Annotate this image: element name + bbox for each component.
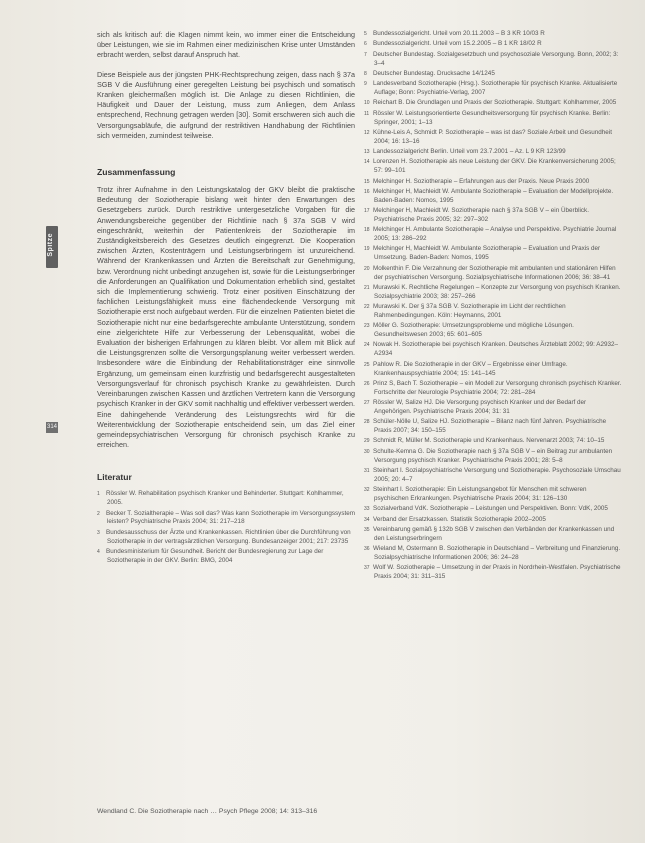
reference-item: [364, 178, 622, 187]
body-paragraph: Diese Beispiele aus der jüngsten PHK-Rechtsprechung zeigen, dass nach § 37a SGB V die Ausführung einer geregelten Leistung bei psychisch und somatisch Kranken gleichermaßen möglich ist. Die Anlage zu diesen Richtlinien, die Häufigkeit und Dauer der Leistung, muss zum Anliegen, dem Anlass entsprechend, Rechnung getragen werden [30]. Somit erschweren sich auch die Versorgungsabläufe, die aufgrund der restriktiven Handhabung der Richtlinien sich vermeiden, zumindest teilweise.: [97, 69, 355, 140]
reference-list: [364, 30, 622, 582]
reference-item: [364, 245, 622, 263]
reference-number: 9: [364, 81, 367, 88]
reference-number: 31: [364, 467, 370, 474]
reference-number: 32: [364, 487, 370, 494]
reference-text: Steinhart I. Soziotherapie: Ein Leistungsangebot für Menschen mit schweren psychischen Erkrankungen. Psychiatrische Praxis 2004; 31: 126–130: [373, 486, 587, 503]
reference-item: [364, 99, 622, 108]
reference-text: Pahlow R. Die Soziotherapie in der GKV – Ergebnisse einer Umfrage. Krankenhauspsychiatrie 2004; 15: 141–145: [373, 360, 568, 377]
reference-item: [364, 158, 622, 176]
reference-item: [364, 437, 622, 446]
page-number: 314: [46, 422, 58, 433]
reference-item: [364, 526, 622, 544]
reference-number: 8: [364, 70, 367, 77]
reference-text: Deutscher Bundestag. Drucksache 14/1245: [373, 69, 495, 77]
reference-text: Reichart B. Die Grundlagen und Praxis der Soziotherapie. Stuttgart: Kohlhammer, 2005: [373, 99, 617, 107]
reference-number: 36: [364, 546, 370, 553]
reference-text: Vereinbarung gemäß § 132b SGB V zwischen den Verbänden der Krankenkassen und den Leistungserbringern: [373, 525, 615, 542]
reference-number: 24: [364, 342, 370, 349]
reference-item: [364, 545, 622, 563]
reference-number: 22: [364, 304, 370, 311]
reference-item: [364, 284, 622, 302]
reference-item: [364, 226, 622, 244]
reference-number: 33: [364, 506, 370, 513]
reference-item: [364, 129, 622, 147]
reference-item: [364, 30, 622, 39]
reference-number: 19: [364, 246, 370, 253]
reference-number: 37: [364, 565, 370, 572]
reference-item: [364, 467, 622, 485]
reference-number: 20: [364, 265, 370, 272]
reference-number: 7: [364, 51, 367, 58]
reference-item: [364, 448, 622, 466]
reference-item: [364, 486, 622, 504]
section-tab-label: Spitze: [47, 233, 54, 257]
reference-item: [364, 80, 622, 98]
reference-number: 26: [364, 380, 370, 387]
section-tab: [46, 226, 58, 268]
reference-number: 3: [97, 529, 100, 536]
reference-number: 23: [364, 323, 370, 330]
reference-item: [97, 529, 355, 547]
reference-text: Rössler W. Leistungsorientierte Gesundheitsversorgung für psychisch Kranke. Berlin: Springer, 2001; 1–13: [373, 109, 611, 126]
reference-item: [97, 548, 355, 566]
reference-number: 16: [364, 188, 370, 195]
page-footer: Wendland C. Die Soziotherapie nach … Psych Pflege 2008; 14: 313–316: [97, 808, 318, 815]
reference-item: [364, 110, 622, 128]
reference-item: [97, 510, 355, 528]
reference-item: [364, 148, 622, 157]
reference-number: 10: [364, 100, 370, 107]
reference-item: [364, 40, 622, 49]
reference-item: [364, 505, 622, 514]
reference-number: 34: [364, 516, 370, 523]
reference-text: Rössler W, Salize HJ. Die Versorgung psychisch Kranker und der Bedarf der Angehörigen. Psychiatrische Praxis 2004; 31: 31: [373, 399, 587, 415]
reference-text: Bundesministerium für Gesundheit. Bericht der Bundesregierung zur Lage der Soziotherapie in der GKV. Berlin: BMG, 2004: [106, 547, 324, 564]
reference-text: Landessozialgericht Berlin. Urteil vom 23.7.2001 – Az. L 9 KR 123/99: [373, 148, 566, 155]
reference-text: Rössler W. Rehabilitation psychisch Kranker und Behinderter. Stuttgart: Kohlhammer, 2005.: [106, 490, 344, 507]
reference-number: 27: [364, 400, 370, 407]
reference-item: [364, 341, 622, 359]
reference-number: 6: [364, 41, 367, 48]
reference-text: Schulte-Kemna G. Die Soziotherapie nach § 37a SGB V – ein Beitrag zur ambulanten Versorgung psychisch Kranker. Psychiatrische Praxis 2001; 28: 5–8: [373, 447, 613, 464]
reference-text: Kühne-Leis A, Schmidt P. Soziotherapie – was ist das? Soziale Arbeit und Gesundheit 2004; 16: 13–16: [373, 128, 612, 145]
reference-item: [364, 322, 622, 340]
reference-number: 12: [364, 129, 370, 136]
reference-number: 14: [364, 159, 370, 166]
reference-item: [364, 51, 622, 69]
reference-text: Murawski K. Der § 37a SGB V. Soziotherapie im Licht der rechtlichen Rahmenbedingungen. Köln: Heymanns, 2001: [373, 303, 566, 319]
reference-item: [364, 418, 622, 436]
right-column: [364, 30, 622, 584]
reference-item: [364, 207, 622, 225]
literature-list: [97, 490, 355, 565]
reference-item: [364, 265, 622, 283]
reference-item: [364, 188, 622, 206]
reference-number: 29: [364, 438, 370, 445]
literature-heading: Literatur: [97, 472, 132, 483]
left-column: [97, 30, 355, 567]
reference-text: Bundesausschuss der Ärzte und Krankenkassen. Richtlinien über die Durchführung von Soziotherapie in der vertragsärztlichen Versorgung. Bundesanzeiger 2001; 217: 23735: [106, 528, 351, 545]
reference-text: Melchinger H. Soziotherapie – Erfahrungen aus der Praxis. Neue Praxis 2000: [373, 177, 590, 185]
reference-number: 30: [364, 448, 370, 455]
reference-text: Bundessozialgericht. Urteil vom 20.11.2003 – B 3 KR 10/03 R: [373, 30, 545, 37]
reference-text: Melchinger H, Machleidt W. Soziotherapie nach § 37a SGB V – ein Überblick. Psychiatrische Praxis 2005; 32: 297–302: [373, 207, 589, 223]
reference-text: Prinz S, Bach T. Soziotherapie – ein Modell zur Versorgung chronisch psychisch Kranker. Fortschritte der Neurologie Psychiatrie 2004; 72: 281–284: [373, 379, 622, 396]
reference-item: [364, 303, 622, 321]
reference-text: Bundessozialgericht. Urteil vom 15.2.2005 – B 1 KR 18/02 R: [373, 40, 542, 48]
reference-number: 35: [364, 526, 370, 533]
reference-item: [364, 399, 622, 417]
reference-text: Wolf W. Soziotherapie – Umsetzung in der Praxis in Nordrhein-Westfalen. Psychiatrische Praxis 2004; 31: 311–315: [373, 564, 621, 581]
reference-text: Murawski K. Rechtliche Regelungen – Konzepte zur Versorgung von psychisch Kranken. Sozialpsychiatrie 2003; 38: 257–266: [373, 283, 621, 300]
reference-text: Schüler-Nölle U, Salize HJ. Soziotherapie – Bilanz nach fünf Jahren. Psychiatrische Praxis 2007; 34: 150–155: [373, 418, 607, 435]
summary-heading: Zusammenfassung: [97, 167, 176, 178]
reference-text: Steinhart I. Sozialpsychiatrische Versorgung und Soziotherapie. Psychosoziale Umschau 2005; 20: 4–7: [373, 466, 621, 483]
reference-text: Melchinger H. Ambulante Soziotherapie – Analyse und Perspektive. Psychiatrie Journal 2005; 13: 286–292: [373, 226, 617, 243]
reference-number: 1: [97, 491, 100, 498]
reference-number: 21: [364, 284, 370, 291]
reference-number: 17: [364, 208, 370, 214]
reference-text: Melchinger H, Machleidt W. Ambulante Soziotherapie – Evaluation und Praxis der Umsetzung. Baden-Baden: Nomos, 1995: [373, 245, 601, 262]
reference-text: Schmidt R, Müller M. Soziotherapie und Krankenhaus. Nervenarzt 2003; 74: 10–15: [373, 437, 605, 445]
reference-text: Landesverband Soziotherapie (Hrsg.). Soziotherapie für psychisch Kranke. Aktualisierte Auflage; Bonn: Psychiatrie-Verlag, 2007: [373, 80, 618, 96]
reference-text: Verband der Ersatzkassen. Statistik Soziotherapie 2002–2005: [373, 515, 546, 523]
reference-text: Möller G. Soziotherapie: Umsetzungsprobleme und mögliche Lösungen. Gesundheitswesen 2003; 65: 601–605: [373, 322, 574, 339]
reference-number: 11: [364, 110, 370, 117]
reference-item: [364, 361, 622, 379]
reference-text: Molkenthin F. Die Verzahnung der Soziotherapie mit ambulanten und stationären Hilfen der psychiatrischen Versorgung. Sozialpsychiatrische Informationen 2006; 36: 38–41: [373, 264, 616, 281]
reference-number: 2: [97, 510, 100, 517]
body-paragraph: sich als kritisch auf: die Klagen nimmt kein, wo immer einer die Entscheidung über Leistungen, wie sie im Rahmen einer medizinischen Krise unter Umständen erbracht werden, selbst darauf Anspruch hat.: [97, 30, 355, 60]
summary-paragraph: Trotz ihrer Aufnahme in den Leistungskatalog der GKV bleibt die praktische Bedeutung der Soziotherapie bislang weit hinter den Erwartungen des Gesetzgebers zurück. Durch restriktive untergesetzliche Vorgaben für die Anwendungsbereiche gegenüber der Richtlinie nach § 37a SGB V wird eingeschränkt, weiterhin der Patientenkreis der Soziotherapie im Zuständigkeitsbereich des Gesetzes deutlich eingegrenzt. Die Kooperation zwischen Ärzten, Kostenträgern und Leistungserbringern ist unzureichend. Während der Krankenkassen und Ärzten die Bereitschaft zur Genehmigung, bzw. Verordnung nicht unbedingt anzugehen ist, sowie für die Leistungserbringer die Anforderungen an Qualifikation und Dokumentation erheblich sind, gestaltet sich die Implementierung schwierig. Trotz einer positiven Einschätzung der fachlichen Leistungsfähigkeit muss eine flächendeckende Versorgung mit Soziotherapie erst noch aufgebaut werden. Für die einzelnen Patienten bietet die Soziotherapie nicht nur eine bedarfsgerechte ambulante Unterstützung, sondern eine zielgerichtete Hilfe zur Verbesserung der Lebensqualität, wobei die Evaluation der bisherigen Erfahrungen zu klären bleibt. Vor allem mit Blick auf die Leistungsgrenzen sollte die Versorgungsplanung weiter verbessert werden. Insbesondere wäre die Einbindung der Rehabilitationsträger eine sinnvolle Ergänzung, um gemeinsam einen kurzfristig und bedarfsgerecht ausgestalteten Versorgungsverlauf für chronisch psychisch Kranke zu gewährleisten. Durch Vereinbarungen zwischen Kassen und ärztlichen Vertretern kann die Versorgung psychisch Kranker in der GKV somit nachhaltig und effektiver verbessert werden. Eine dahingehende Veränderung des Leistungsrechts wird für die Weiterentwicklung der Soziotherapie entscheidend sein, um das Ziel einer gemeindepsychiatrischen Versorgung für chronisch psychisch Kranke zu erreichen.: [97, 185, 355, 450]
reference-text: Sozialverband VdK. Soziotherapie – Leistungen und Perspektiven. Bonn: VdK, 2005: [373, 505, 608, 513]
reference-number: 18: [364, 227, 370, 234]
reference-item: [364, 70, 622, 79]
reference-item: [364, 564, 622, 582]
reference-item: [97, 490, 355, 508]
reference-number: 4: [97, 548, 100, 555]
reference-number: 13: [364, 149, 370, 155]
reference-item: [364, 516, 622, 525]
reference-number: 15: [364, 178, 370, 185]
reference-item: [364, 380, 622, 398]
reference-text: Becker T. Sozialtherapie – Was soll das? Was kann Soziotherapie im Versorgungssystem leisten? Psychiatrische Praxis 2004; 31: 217–218: [106, 509, 355, 526]
reference-text: Nowak H. Soziotherapie bei psychisch Kranken. Deutsches Ärzteblatt 2002; 99: A2932–A2934: [373, 341, 619, 358]
reference-text: Deutscher Bundestag. Sozialgesetzbuch und psychosoziale Versorgung. Bonn, 2002; 3: 3–4: [373, 50, 619, 67]
reference-number: 5: [364, 31, 367, 37]
reference-text: Melchinger H, Machleidt W. Ambulante Soziotherapie – Evaluation der Modellprojekte. Baden-Baden: Nomos, 1995: [373, 187, 614, 204]
reference-number: 25: [364, 361, 370, 368]
reference-text: Lorenzen H. Soziotherapie als neue Leistung der GKV. Die Krankenversicherung 2005; 57: 99–101: [373, 158, 616, 175]
reference-text: Wieland M, Ostermann B. Soziotherapie in Deutschland – Verbreitung und Finanzierung. Sozialpsychiatrische Informationen 2006; 36: 24–28: [373, 545, 621, 562]
reference-number: 28: [364, 419, 370, 426]
